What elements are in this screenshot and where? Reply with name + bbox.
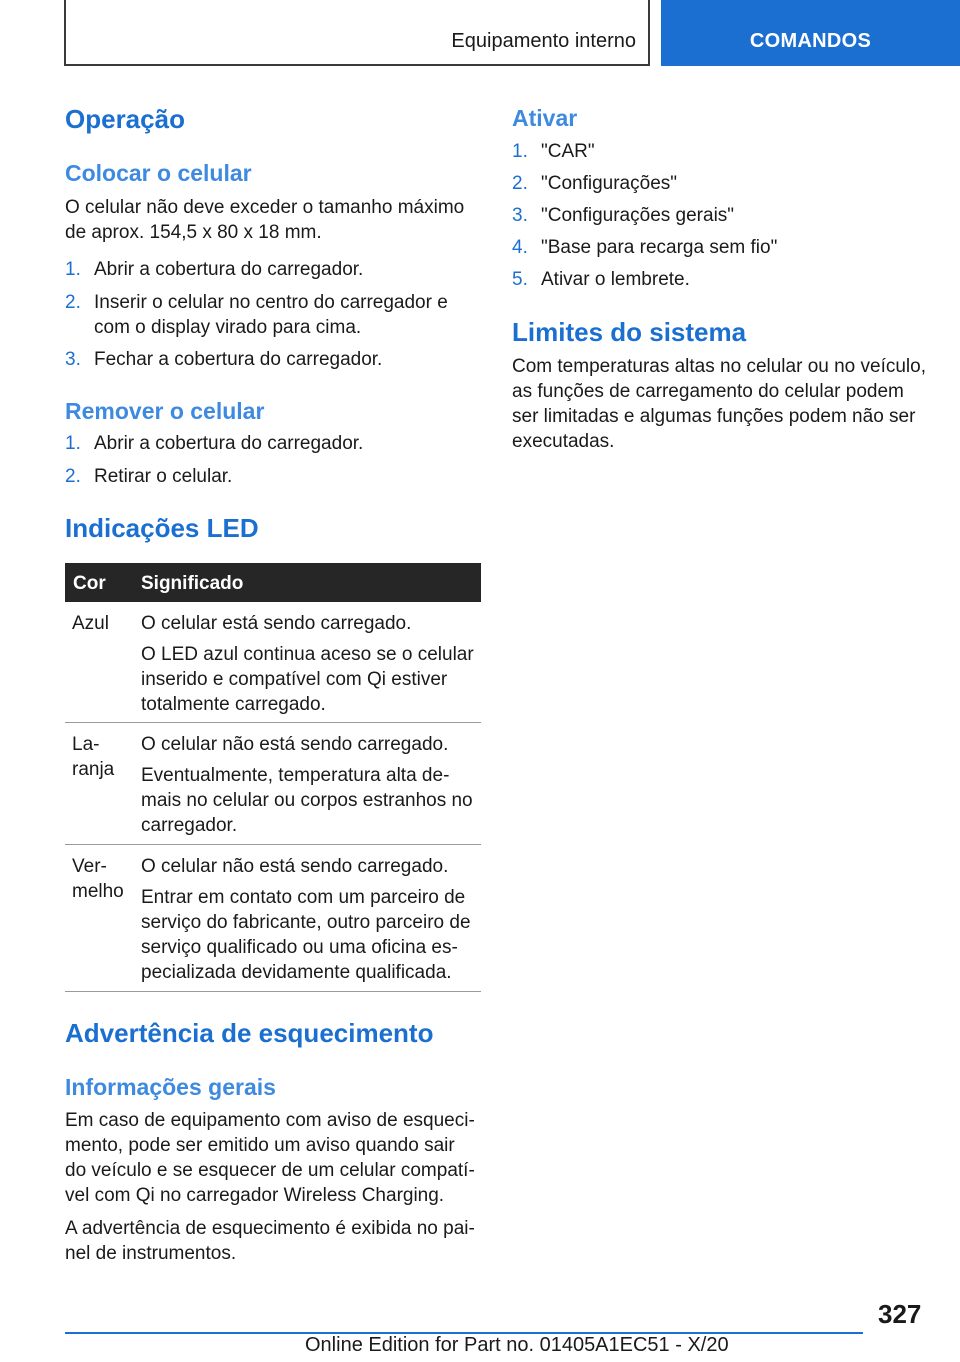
list-item: Ativar o lembrete. [541, 269, 690, 290]
heading-colocar-celular: Colocar o celular [65, 160, 252, 186]
heading-ativar: Ativar [512, 105, 578, 131]
table-cell-color: melho [72, 881, 124, 902]
list-item: "Configurações" [541, 173, 678, 194]
header-chapter-tab [661, 0, 960, 66]
list-number: 2. [65, 466, 81, 487]
table-cell-meaning: O celular não está sendo carregado. [141, 856, 449, 877]
list-item: Abrir a cobertura do carregador. [94, 433, 364, 454]
heading-remover-celular: Remover o celular [65, 398, 265, 424]
header-chapter-label: COMANDOS [749, 30, 872, 52]
table-cell-meaning: Eventualmente, temperatura alta de-mais no celular ou corpos estranhos no carregador. [141, 765, 473, 836]
list-number: 5. [512, 269, 528, 290]
paragraph-colocar: O celular não deve exceder o tamanho máximo de aprox. 154,5 x 80 x 18 mm. [65, 197, 465, 243]
list-number: 4. [512, 237, 528, 258]
table-header [65, 563, 481, 602]
heading-operacao: Operação [65, 104, 185, 134]
paragraph-info-2: A advertência de esquecimento é exibida no pai-nel de instrumentos. [65, 1218, 475, 1264]
table-cell-meaning: O celular está sendo carregado. [141, 613, 412, 634]
table-header-cor: Cor [73, 573, 106, 594]
list-number: 1. [65, 433, 81, 454]
list-item: Inserir o celular no centro do carregador e com o display virado para cima. [94, 292, 448, 338]
table-divider [65, 844, 481, 845]
list-number: 2. [512, 173, 528, 194]
table-header-significado: Significado [141, 573, 244, 594]
table-cell-color: Ver- [72, 856, 107, 877]
header-section-box [64, 0, 650, 66]
heading-indicacoes-led: Indicações LED [65, 513, 259, 543]
list-item: "Configurações gerais" [541, 205, 735, 226]
list-item: Fechar a cobertura do carregador. [94, 349, 383, 370]
list-item: Retirar o celular. [94, 466, 233, 487]
table-divider [65, 722, 481, 723]
list-number: 1. [512, 141, 528, 162]
heading-informacoes-gerais: Informações gerais [65, 1074, 276, 1100]
table-cell-color: Azul [72, 613, 109, 634]
heading-limites-sistema: Limites do sistema [512, 317, 747, 347]
paragraph-info-1: Em caso de equipamento com aviso de esqueci-mento, pode ser emitido um aviso quando sair do veículo e se esquecer de um celular compatí-vel com Qi no carregador Wireless Charging. [65, 1110, 475, 1206]
list-number: 2. [65, 292, 81, 313]
page-number: 327 [878, 1299, 922, 1329]
table-cell-color: La- [72, 734, 100, 755]
table-cell-meaning: O LED azul continua aceso se o celular inserido e compatível com Qi estiver totalmente carregado. [141, 644, 474, 715]
list-item: Abrir a cobertura do carregador. [94, 259, 364, 280]
table-cell-color: ranja [72, 759, 115, 780]
paragraph-limites: Com temperaturas altas no celular ou no veículo, as funções de carregamento do celular podem ser limitadas e algumas funções podem não ser executadas. [512, 356, 926, 452]
list-number: 3. [512, 205, 528, 226]
list-number: 1. [65, 259, 81, 280]
header-section-title: Equipamento interno [451, 30, 636, 52]
table-cell-meaning: O celular não está sendo carregado. [141, 734, 449, 755]
table-cell-meaning: Entrar em contato com um parceiro de serviço do fabricante, outro parceiro de serviço qualificado ou uma oficina es-pecializada devidamente qualificada. [141, 887, 471, 983]
list-item: "CAR" [541, 141, 595, 162]
list-number: 3. [65, 349, 81, 370]
footer-edition-text: Online Edition for Part no. 01405A1EC51 - X/20 [305, 1334, 729, 1356]
list-item: "Base para recarga sem fio" [541, 237, 778, 258]
heading-advertencia: Advertência de esquecimento [65, 1018, 434, 1048]
table-divider [65, 991, 481, 992]
